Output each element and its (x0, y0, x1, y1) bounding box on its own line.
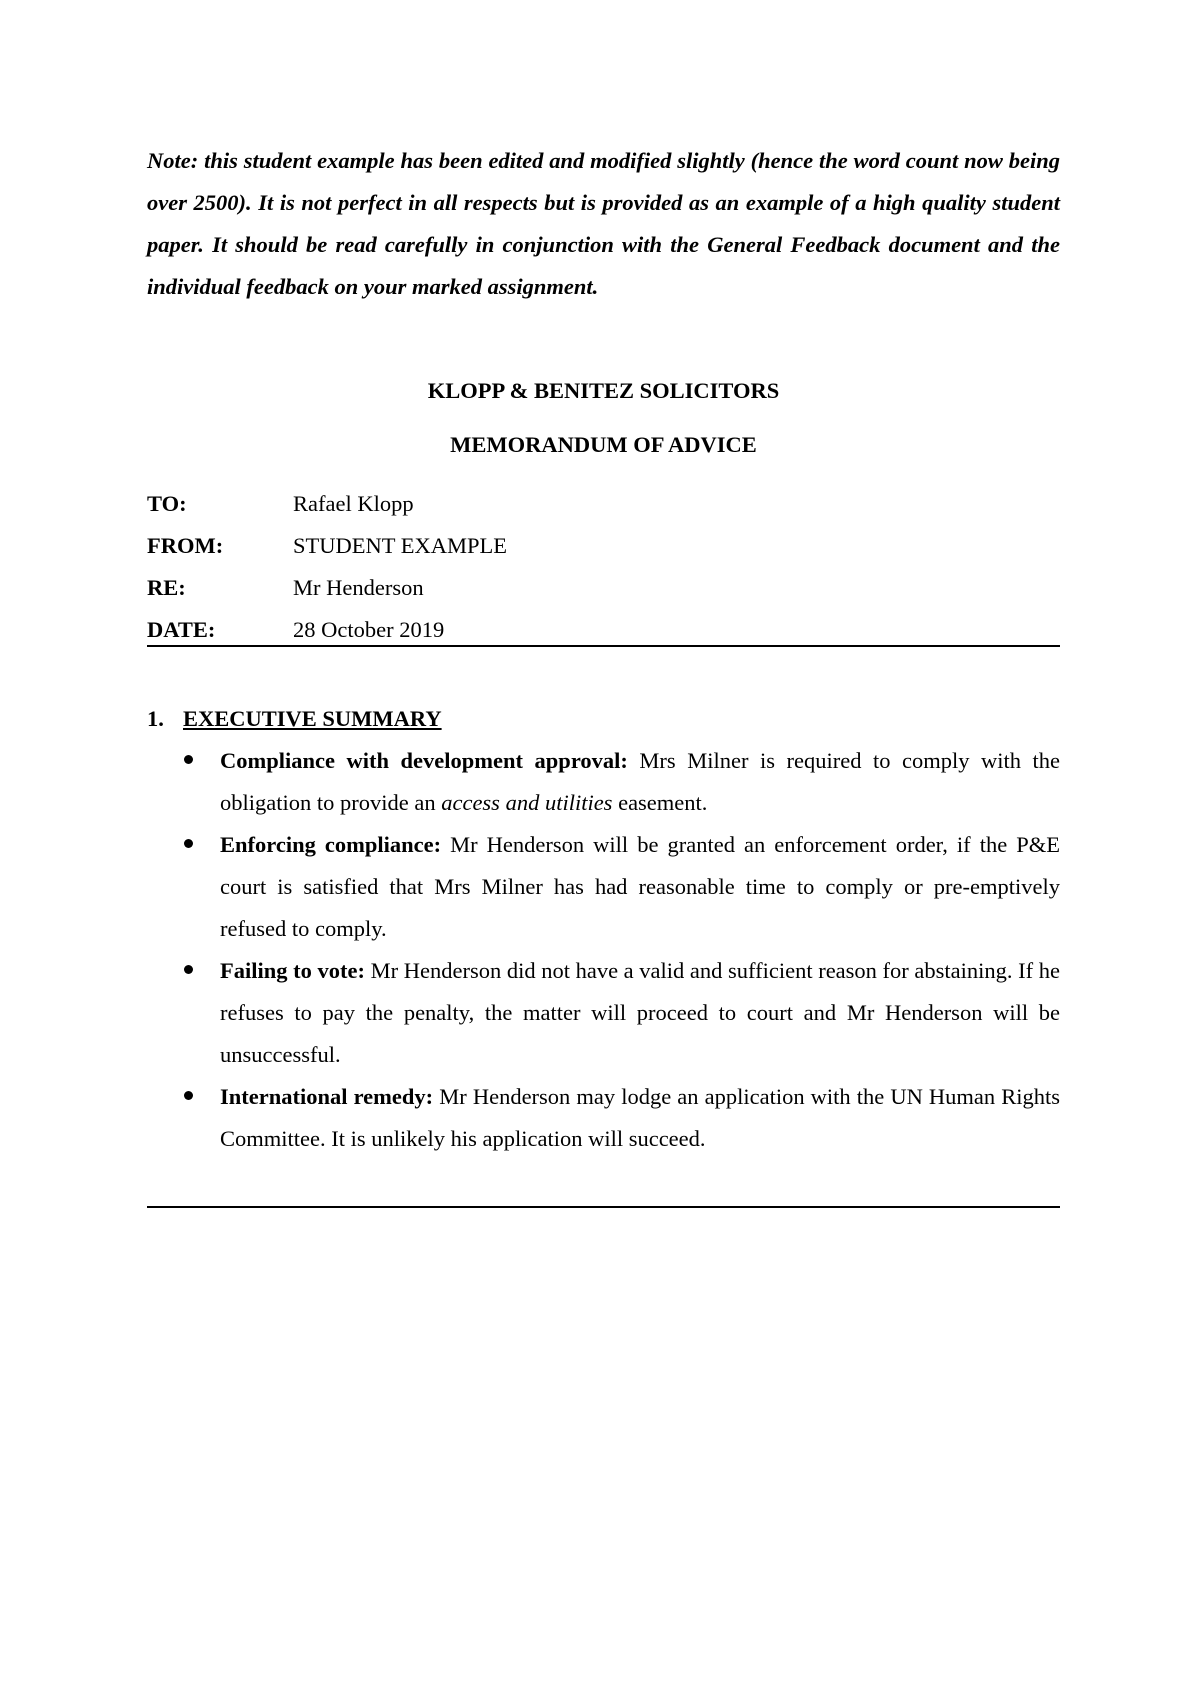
bullet-icon (184, 965, 193, 974)
bullet-heading: Enforcing compliance: (220, 832, 442, 857)
from-field (147, 525, 1060, 567)
from-value: STUDENT EXAMPLE (293, 533, 507, 558)
section-heading (147, 698, 442, 740)
date-label: DATE: (147, 617, 216, 642)
bullet-heading: Compliance with development approval: (220, 748, 628, 773)
bullet-icon (184, 1091, 193, 1100)
list-item (147, 950, 1060, 1076)
bullet-icon (184, 839, 193, 848)
bullet-text: Mr Henderson may lodge an application with the UN Human Rights Committee. It is unlikely his application will succeed. (220, 1084, 1061, 1151)
bullet-text: Mrs Milner is required to comply with the obligation to provide an (220, 748, 1060, 815)
bullet-text: Mr Henderson will be granted an enforcement order, if the P&E court is satisfied that Mrs Milner has had reasonable time to comply or pre-emptively refused to comply. (220, 832, 1060, 941)
bullet-icon (184, 755, 193, 764)
re-field (147, 567, 1060, 609)
to-label: TO: (147, 491, 187, 516)
bullet-text: Mr Henderson did not have a valid and sufficient reason for abstaining. If he refuses to pay the penalty, the matter will proceed to court and Mr Henderson will be unsuccessful. (220, 958, 1060, 1067)
section-title: EXECUTIVE SUMMARY (183, 706, 442, 731)
re-label: RE: (147, 575, 186, 600)
footer-divider (147, 1206, 1060, 1208)
re-value: Mr Henderson (293, 575, 424, 600)
header-divider (147, 645, 1060, 647)
summary-list (147, 740, 1060, 1160)
date-value: 28 October 2019 (293, 617, 445, 642)
section-number: 1. (147, 706, 164, 731)
list-item (147, 740, 1060, 824)
bullet-text-end: easement. (612, 790, 708, 815)
list-item (147, 1076, 1060, 1160)
bullet-heading: International remedy: (220, 1084, 434, 1109)
bullet-text-italic: access and utilities (441, 790, 613, 815)
bullet-heading: Failing to vote: (220, 958, 365, 983)
editor-note: Note: this student example has been edited and modified slightly (hence the word count now being over 2500). It is not perfect in all respects but is provided as an example of a high quality student paper. It should be read carefully in conjunction with the General Feedback document and the individual feedback on your marked assignment. (147, 148, 1060, 299)
list-item (147, 824, 1060, 950)
to-value: Rafael Klopp (293, 491, 414, 516)
firm-name: KLOPP & BENITEZ SOLICITORS (427, 378, 780, 403)
memo-title: MEMORANDUM OF ADVICE (450, 432, 757, 457)
to-field (147, 483, 1060, 525)
from-label: FROM: (147, 533, 224, 558)
